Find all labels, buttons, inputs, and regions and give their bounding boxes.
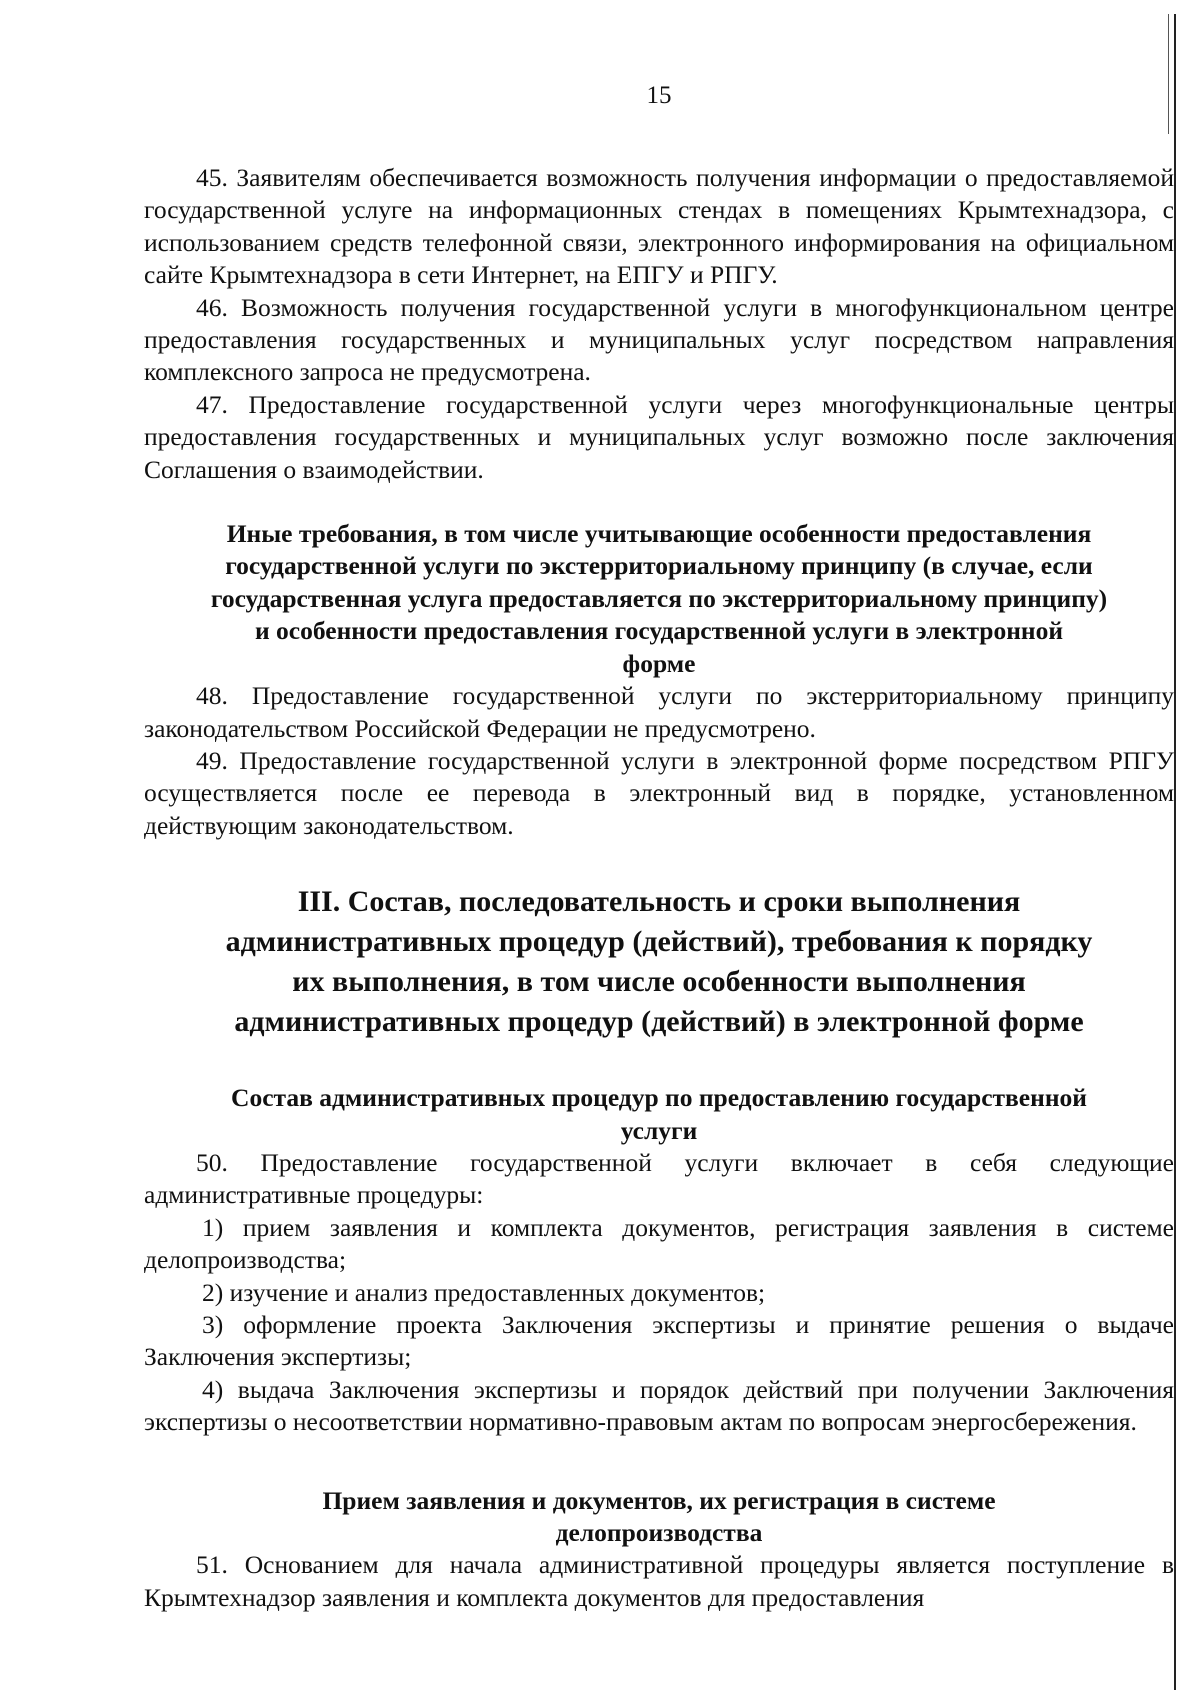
heading-application-reception (144, 1485, 1174, 1550)
heading-other-requirements (144, 518, 1174, 680)
paragraph-49: 49. Предоставление государственной услуги в электронной форме посредством РПГУ осуществляется после ее перевода в электронный вид в порядке, установленном действующим законодательством. (144, 745, 1174, 840)
paragraph-50: 50. Предоставление государственной услуги включает в себя следующие административные процедуры: (144, 1147, 1174, 1210)
paragraph-48: 48. Предоставление государственной услуги по экстерриториальному принципу законодательством Российской Федерации не предусмотрено. (144, 681, 1174, 743)
paragraph-45: 45. Заявителям обеспечивается возможность получения информации о предоставляемой государственной услуге на информационных стендах в помещениях Крымтехнадзора, с использованием средств телефонной связи, электронного информирования на официальном сайте Крымтехнадзора в сети Интернет, на ЕПГУ и РПГУ. (144, 163, 1174, 290)
heading-line: и особенности предоставления государственной услуги в электронной (254, 616, 1064, 646)
heading-line: делопроизводства (555, 1518, 763, 1547)
heading-line: услуги (620, 1115, 698, 1145)
list-item-1: 1) прием заявления и комплекта документов, регистрация заявления в системе делопроизводства; (144, 1212, 1174, 1275)
section-title-line: административных процедур (действий), требования к порядку (225, 925, 1093, 959)
section-title-line: их выполнения, в том числе особенности выполнения (292, 965, 1026, 999)
heading-line: форме (622, 648, 696, 678)
paragraph-46: 46. Возможность получения государственной услуги в многофункциональном центре предоставления государственных и муниципальных услуг посредством направления комплексного запроса не предусмотрена. (144, 292, 1174, 387)
heading-line: Состав административных процедур по предоставлению государственной (231, 1083, 1087, 1113)
paragraph-47: 47. Предоставление государственной услуги через многофункциональные центры предоставления государственных и муниципальных услуг возможно после заключения Соглашения о взаимодействии. (144, 389, 1174, 484)
list-item-4: 4) выдача Заключения экспертизы и порядок действий при получении Заключения экспертизы о несоответствии нормативно-правовым актам по вопросам энергосбережения. (144, 1374, 1174, 1437)
heading-line: государственной услуги по экстерриториальному принципу (в случае, если (225, 551, 1093, 581)
page-number: 15 (646, 82, 672, 109)
heading-procedures-composition (144, 1082, 1174, 1147)
heading-line: Иные требования, в том числе учитывающие особенности предоставления (226, 519, 1092, 549)
heading-line: государственная услуга предоставляется по экстерриториальному принципу) (210, 583, 1108, 613)
paragraph-51: 51. Основанием для начала административной процедуры является поступление в Крымтехнадзор заявления и комплекта документов для предоставления (144, 1550, 1174, 1612)
page-edge-line (1174, 14, 1176, 1690)
section-title-line: III. Состав, последовательность и сроки выполнения (297, 885, 1021, 919)
section-title-line: административных процедур (действий) в электронной форме (234, 1005, 1084, 1039)
heading-line: Прием заявления и документов, их регистрация в системе (322, 1485, 996, 1515)
list-item-2: 2) изучение и анализ предоставленных документов; (202, 1277, 766, 1307)
document-page (144, 80, 1174, 1614)
list-item-3: 3) оформление проекта Заключения экспертизы и принятие решения о выдаче Заключения экспертизы; (144, 1309, 1174, 1372)
section-title-iii (144, 882, 1174, 1042)
